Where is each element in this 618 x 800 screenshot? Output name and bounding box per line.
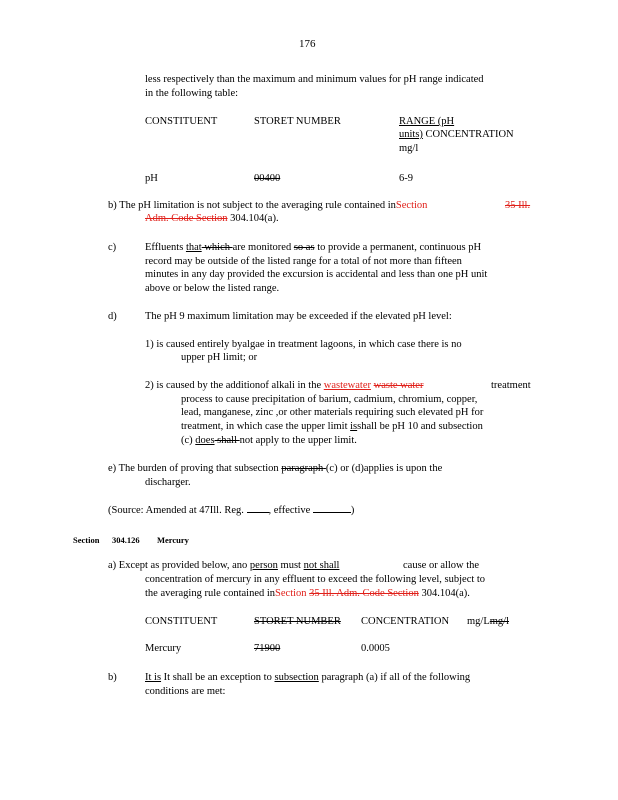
table-header-constituent: CONSTITUENT — [145, 616, 218, 627]
subitem-2-line: process to cause precipitation of barium, cadmium, chromium, copper, — [181, 394, 478, 405]
paragraph-b-line1: b) The pH limitation is not subject to the averaging rule contained inSection — [108, 200, 428, 211]
subitem-2-line: lead, manganese, zinc ,or other materials requiring such elevated pH for — [181, 407, 484, 418]
subitem-2-treatment: treatment — [491, 380, 531, 391]
source-note: (Source: Amended at 47Ill. Reg. , effective ) — [108, 505, 355, 516]
paragraph-b2-line1: It is It shall be an exception to subsection paragraph (a) if all of the following — [145, 672, 471, 683]
paragraph-line: minutes in any day provided the excursion is accidental and less than one pH unit — [145, 269, 488, 280]
subitem-2-line: (c) does shall not apply to the upper limit. — [181, 435, 357, 446]
table-header-range-line2: units) CONCENTRATION — [399, 129, 514, 140]
table-header-unit: mg/l — [399, 143, 419, 154]
paragraph-line: less respectively than the maximum and minimum values for pH range indicated — [145, 74, 484, 85]
paragraph-line: in the following table: — [145, 88, 239, 99]
table-header-range: RANGE (pH — [399, 116, 455, 127]
section-label: Section — [73, 535, 100, 545]
table-header-constituent: CONSTITUENT — [145, 116, 218, 127]
table-cell-storet-struck: 00400 — [254, 173, 281, 184]
paragraph-b2-line2: conditions are met: — [145, 686, 226, 697]
subitem-2-line1: 2) is caused by the additionof alkali in the wastewater waste water — [145, 380, 424, 391]
subitem-1-line2: upper pH limit; or — [181, 352, 258, 363]
paragraph-c-line1: Effluents that which are monitored so as to provide a permanent, continuous pH — [145, 242, 482, 253]
table-header-storet-struck: STORET NUMBER — [254, 616, 341, 627]
paragraph-line: above or below the listed range. — [145, 283, 280, 294]
item-label-d: d) — [108, 311, 117, 322]
table-header-concentration: CONCENTRATION — [361, 616, 450, 627]
page-number: 176 — [299, 38, 316, 50]
paragraph-e-line1: e) The burden of proving that subsection paragraph (c) or (d)applies is upon the — [108, 463, 443, 474]
table-cell-range: 6-9 — [399, 173, 413, 184]
table-cell-concentration: 0.0005 — [361, 643, 390, 654]
table-cell-constituent: pH — [145, 173, 158, 184]
item-label-b: b) — [108, 672, 117, 683]
table-header-storet: STORET NUMBER — [254, 116, 341, 127]
struck-citation: 35 Ill. — [505, 200, 531, 211]
subitem-1-line1: 1) is caused entirely byalgae in treatment lagoons, in which case there is no — [145, 339, 462, 350]
table-header-unit: mg/Lmg/l — [467, 616, 510, 627]
paragraph-b-line2: Adm. Code Section 304.104(a). — [145, 213, 279, 224]
paragraph-a-line1-end: cause or allow the — [403, 560, 480, 571]
subitem-2-line: treatment, in which case the upper limit isshall be pH 10 and subsection — [181, 421, 483, 432]
section-title: Mercury — [157, 535, 189, 545]
table-cell-storet-struck: 71900 — [254, 643, 281, 654]
paragraph-a-line2: concentration of mercury in any effluent to exceed the following level, subject to — [145, 574, 486, 585]
paragraph-a-line3: the averaging rule contained inSection 35 Ill. Adm. Code Section 304.104(a). — [145, 588, 470, 599]
paragraph-a-line1: a) Except as provided below, ano person must not shall — [108, 560, 340, 571]
paragraph-d-line: The pH 9 maximum limitation may be exceeded if the elevated pH level: — [145, 311, 452, 322]
section-number: 304.126 — [112, 535, 140, 545]
item-label-c: c) — [108, 242, 117, 253]
paragraph-e-line2: discharger. — [145, 477, 191, 488]
paragraph-line: record may be outside of the listed range for a total of not more than fifteen — [145, 256, 462, 267]
table-cell-constituent: Mercury — [145, 643, 182, 654]
